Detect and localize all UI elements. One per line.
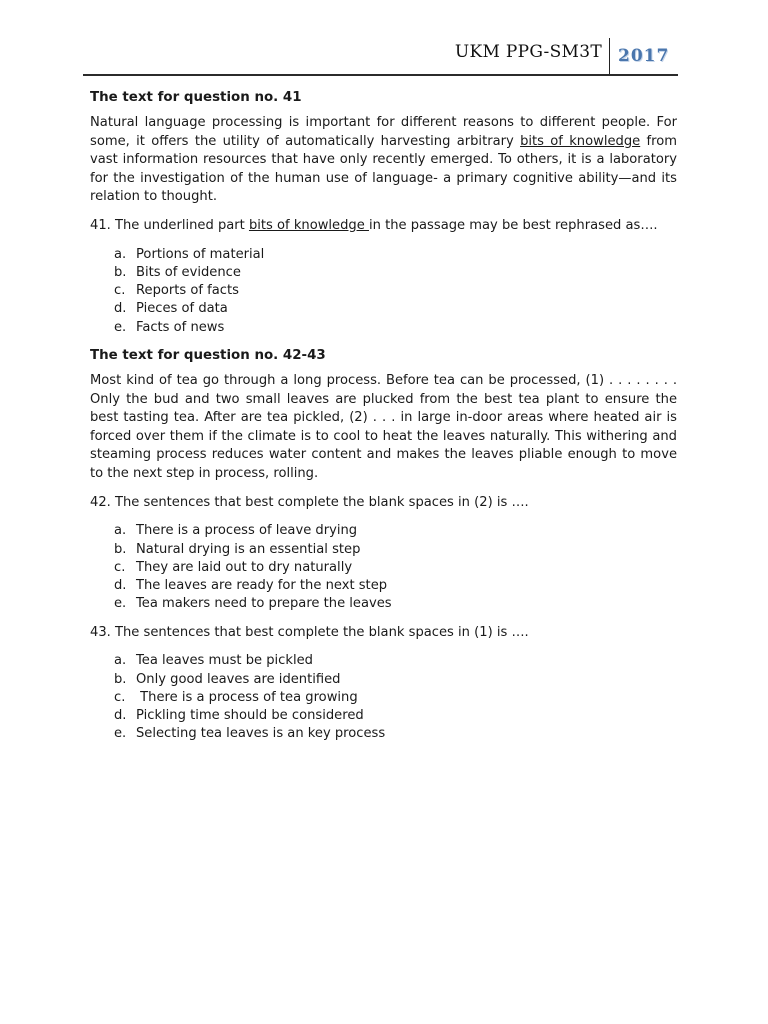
question-41: 41. The underlined part bits of knowledge in the passage may be best rephrased as…. xyxy=(90,217,658,233)
page-header xyxy=(0,0,768,80)
option-item: a. Portions of material xyxy=(114,246,265,262)
question-43: 43. The sentences that best complete the blank spaces in (1) is …. xyxy=(90,624,529,640)
passage-42-43: Most kind of tea go through a long process. Before tea can be processed, (1) . . . . . . . . Only the bud and two small leaves are plucked from the best tea plant to ensure the best tasting tea. After are tea pickled, (2) . . . in large in-door areas where heated air is forced over them if the climate is to cool to heat the leaves naturally. This withering and steaming process reduces water content and makes the leaves pliable enough to move to the next step in process, rolling. xyxy=(90,373,677,482)
option-item: b. Bits of evidence xyxy=(114,264,241,280)
option-item: c. They are laid out to dry naturally xyxy=(114,559,353,575)
option-item: d. Pieces of data xyxy=(114,301,228,317)
option-item: b. Natural drying is an essential step xyxy=(114,541,361,557)
section-heading-42-43: The text for question no. 42-43 xyxy=(90,348,326,364)
passage-41: Natural language processing is important for different reasons to different people. For some, it offers the utility of automatically harvesting arbitrary bits of knowledge from vast information resources that have only recently emerged. To others, it is a laboratory for the investigation of the human use of language- a primary cognitive ability—and its relation to thought. xyxy=(90,115,677,205)
header-divider xyxy=(609,38,610,75)
header-year: 2017 xyxy=(618,46,670,66)
header-rule xyxy=(83,74,678,76)
option-item: c. Reports of facts xyxy=(114,283,239,299)
option-item: e. Tea makers need to prepare the leaves xyxy=(114,596,392,612)
option-item: a. Tea leaves must be pickled xyxy=(114,653,313,669)
underlined-phrase: bits of knowledge xyxy=(248,217,369,233)
options-43 xyxy=(90,652,677,743)
option-item: c. There is a process of tea growing xyxy=(114,689,358,705)
underlined-phrase: bits of knowledge xyxy=(520,133,641,149)
options-41 xyxy=(90,246,677,337)
option-item: d. Pickling time should be considered xyxy=(114,708,364,724)
question-42: 42. The sentences that best complete the blank spaces in (2) is …. xyxy=(90,494,529,510)
option-item: b. Only good leaves are identified xyxy=(114,671,341,687)
document-body xyxy=(90,89,677,754)
option-item: a. There is a process of leave drying xyxy=(114,523,358,539)
section-heading-41: The text for question no. 41 xyxy=(90,90,302,105)
header-title: UKM PPG-SM3T xyxy=(454,42,602,62)
options-42 xyxy=(90,522,677,613)
option-item: e. Facts of news xyxy=(114,319,225,335)
option-item: d. The leaves are ready for the next step xyxy=(114,578,388,594)
option-item: e. Selecting tea leaves is an key process xyxy=(114,726,386,742)
